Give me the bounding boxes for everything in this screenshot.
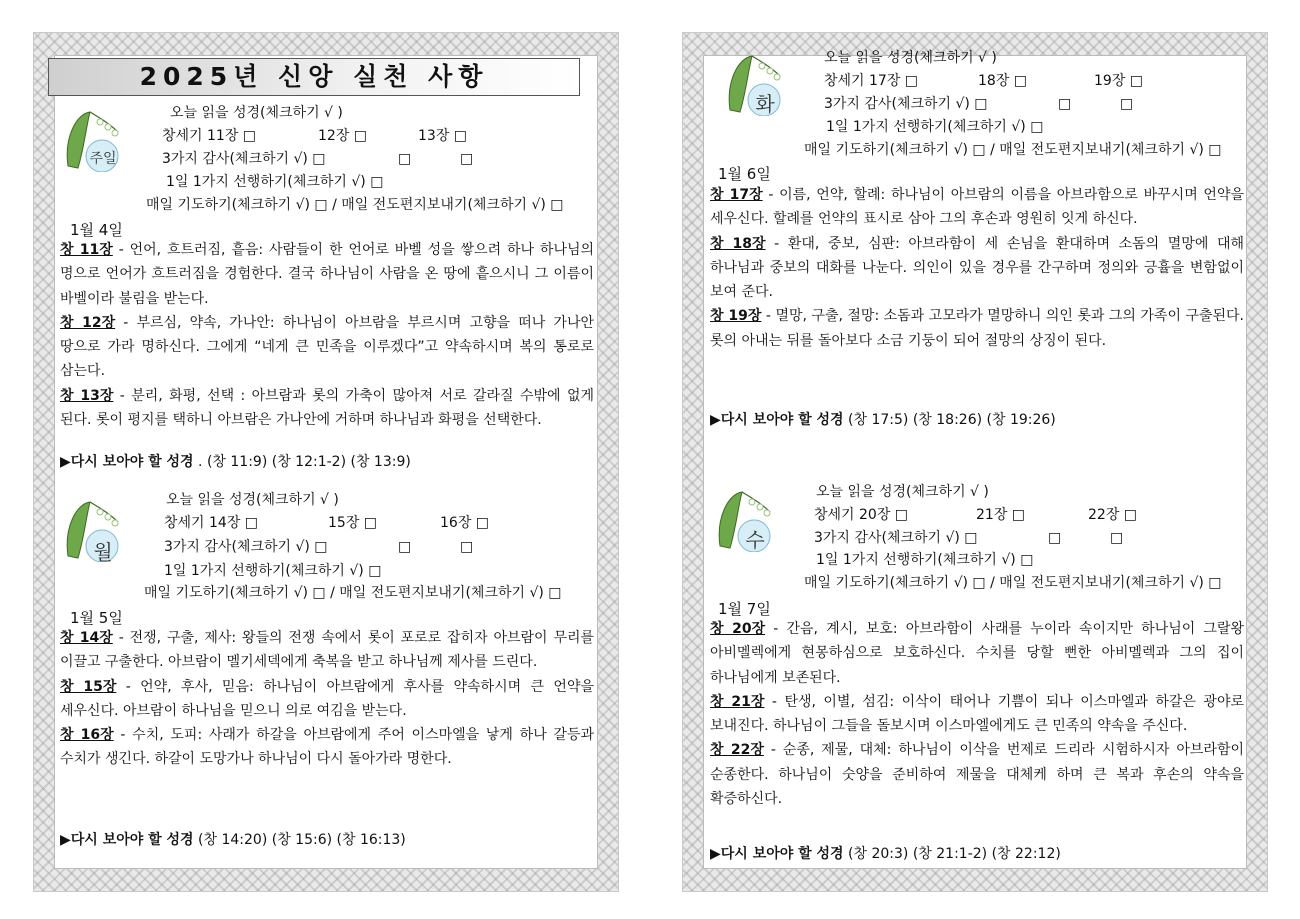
thanks-check-3[interactable]: □ bbox=[460, 151, 474, 167]
chapter-ref: 창 13장 bbox=[60, 387, 114, 404]
date-label: 1월 7일 bbox=[718, 600, 771, 618]
entry-text: - 분리, 화평, 선택 : 아브람과 롯의 가축이 많아져 서로 갈라질 수밖에 없게 된다. 롯이 평지를 택하니 아브람은 가나안에 거하며 하나님과 화평을 선택한다. bbox=[60, 387, 595, 429]
review-label: ▶다시 보아야 할 성경 bbox=[60, 832, 194, 848]
thanks-check-2[interactable]: □ bbox=[1048, 530, 1062, 546]
chapter-check-1[interactable]: 창세기 17장 □ bbox=[824, 73, 919, 89]
chapter-check-2[interactable]: 21장 □ bbox=[976, 507, 1026, 523]
review-line bbox=[60, 451, 411, 471]
day-label: 주일 bbox=[89, 151, 117, 167]
thanks-check-1[interactable]: 3가지 감사(체크하기 √) □ bbox=[162, 151, 326, 167]
entry bbox=[710, 617, 1244, 690]
entry-text: - 간음, 계시, 보호: 아브라함이 사래를 누이라 속이지만 하나님이 그랄왕 아비멜렉에게 현몽하심으로 보호하신다. 수치를 당할 뻔한 아비멜렉과 그의 집이 하나님에게 보존된다. bbox=[710, 621, 1244, 686]
entry-text: - 멸망, 구출, 절망: 소돔과 고모라가 멸망하니 의인 롯과 그의 가족이 구출된다. 롯의 아내는 뒤를 돌아보다 소금 기둥이 되어 절망의 상징이 된다. bbox=[710, 308, 1244, 349]
good-deed-check[interactable]: 1일 1가지 선행하기(체크하기 √) □ bbox=[164, 563, 382, 579]
review-label: ▶다시 보아야 할 성경 bbox=[710, 846, 844, 862]
entry-text: - 언어, 흐트러짐, 흩음: 사람들이 한 언어로 바벨 성을 쌓으려 하나 하나님의 명으로 언어가 흐트러짐을 경험한다. 결국 하나님이 사람을 온 땅에 흩으시니 그 이름이 바벨이라 불림을 받는다. bbox=[60, 242, 595, 307]
read-label: 오늘 읽을 성경(체크하기 √ ) bbox=[170, 105, 343, 121]
good-deed-check[interactable]: 1일 1가지 선행하기(체크하기 √) □ bbox=[166, 174, 384, 190]
day-label: 월 bbox=[93, 540, 113, 564]
entry-text: - 환대, 중보, 심판: 아브라함이 세 손님을 환대하며 소돔의 멸망에 대해 하나님과 중보의 대화를 나눈다. 의인이 있을 경우를 간구하며 정의와 긍휼을 변함없이 보여 준다. bbox=[710, 235, 1244, 301]
chapter-check-3[interactable]: 16장 □ bbox=[440, 515, 490, 531]
chapter-check-2[interactable]: 12장 □ bbox=[318, 128, 368, 144]
entry-text: - 수치, 도피: 사래가 하갈을 아브람에게 주어 이스마엘을 낳게 하나 갈등과 수치가 생긴다. 하갈이 도망가나 하나님이 다시 돌아가라 명한다. bbox=[60, 727, 595, 768]
chapter-ref: 창 11장 bbox=[60, 242, 113, 258]
read-label: 오늘 읽을 성경(체크하기 √ ) bbox=[816, 484, 989, 500]
chapter-ref: 창 15장 bbox=[60, 678, 117, 695]
chapter-ref: 창 17장 bbox=[710, 187, 763, 203]
good-deed-check[interactable]: 1일 1가지 선행하기(체크하기 √) □ bbox=[816, 552, 1034, 568]
chapter-check-1[interactable]: 창세기 14장 □ bbox=[164, 515, 259, 531]
chapter-ref: 창 20장 bbox=[710, 621, 766, 637]
entry bbox=[710, 738, 1244, 811]
entry bbox=[710, 304, 1244, 353]
entry bbox=[60, 626, 594, 675]
prayer-check[interactable]: 매일 기도하기(체크하기 √) □ / 매일 전도편지보내기(체크하기 √) □ bbox=[144, 585, 562, 601]
chapter-check-2[interactable]: 15장 □ bbox=[328, 515, 378, 531]
chapter-check-1[interactable]: 창세기 11장 □ bbox=[162, 128, 257, 144]
chapter-check-1[interactable]: 창세기 20장 □ bbox=[814, 507, 909, 523]
day-label: 화 bbox=[755, 92, 775, 116]
review-label: ▶다시 보아야 할 성경 bbox=[710, 412, 844, 428]
chapter-summaries bbox=[710, 183, 1244, 353]
read-label: 오늘 읽을 성경(체크하기 √ ) bbox=[824, 50, 997, 66]
chapter-check-2[interactable]: 18장 □ bbox=[978, 73, 1028, 89]
review-refs: (창 17:5) (창 18:26) (창 19:26) bbox=[843, 412, 1056, 428]
review-refs: (창 20:3) (창 21:1-2) (창 22:12) bbox=[843, 846, 1061, 862]
entry bbox=[60, 384, 594, 433]
review-refs: . (창 11:9) (창 12:1-2) (창 13:9) bbox=[193, 454, 411, 470]
entry-text: - 이름, 언약, 할례: 하나님이 아브람의 이름을 아브라함으로 바꾸시며 언약을 세우신다. 할례를 언약의 표시로 삼아 그의 후손과 영원히 잇게 하신다. bbox=[710, 187, 1245, 228]
entry-text: - 탄생, 이별, 섬김: 이삭이 태어나 기쁨이 되나 이스마엘과 하갈은 광야로 보내진다. 하나님이 그들을 돌보시며 이스마엘에게도 큰 민족의 약속을 주신다. bbox=[710, 693, 1245, 735]
entry-text: - 언약, 후사, 믿음: 하나님이 아브람에게 후사를 약속하시며 큰 언약을 세우신다. 아브람이 하나님을 믿으니 의로 여김을 받는다. bbox=[60, 678, 594, 719]
read-label: 오늘 읽을 성경(체크하기 √ ) bbox=[166, 492, 339, 508]
review-line bbox=[60, 829, 406, 849]
entry-text: - 부르심, 약속, 가나안: 하나님이 아브람을 부르시며 고향을 떠나 가나안 땅으로 가라 명하신다. 그에게 “네게 큰 민족을 이루겠다”고 약속하시며 복의 통로로 삼는다. bbox=[60, 314, 594, 380]
entry bbox=[710, 690, 1244, 739]
entry-text: - 순종, 제물, 대체: 하나님이 이삭을 번제로 드리라 시험하시자 아브라함이 순종한다. 하나님이 숫양을 준비하여 제물을 대체케 하며 큰 복과 후손의 약속을 확증하신다. bbox=[710, 742, 1245, 808]
chapter-ref: 창 21장 bbox=[710, 693, 765, 710]
date-label: 1월 4일 bbox=[70, 221, 123, 239]
thanks-check-1[interactable]: 3가지 감사(체크하기 √) □ bbox=[814, 530, 978, 546]
prayer-check[interactable]: 매일 기도하기(체크하기 √) □ / 매일 전도편지보내기(체크하기 √) □ bbox=[804, 575, 1222, 591]
thanks-check-1[interactable]: 3가지 감사(체크하기 √) □ bbox=[824, 96, 988, 112]
review-line bbox=[710, 843, 1061, 863]
entry bbox=[60, 723, 594, 772]
chapter-ref: 창 14장 bbox=[60, 630, 113, 646]
chapter-ref: 창 18장 bbox=[710, 235, 766, 252]
entry bbox=[60, 675, 594, 724]
chapter-check-3[interactable]: 19장 □ bbox=[1094, 73, 1144, 89]
thanks-check-2[interactable]: □ bbox=[398, 539, 412, 555]
good-deed-check[interactable]: 1일 1가지 선행하기(체크하기 √) □ bbox=[826, 119, 1044, 135]
prayer-check[interactable]: 매일 기도하기(체크하기 √) □ / 매일 전도편지보내기(체크하기 √) □ bbox=[146, 197, 564, 213]
chapter-ref: 창 19장 bbox=[710, 308, 762, 325]
thanks-check-1[interactable]: 3가지 감사(체크하기 √) □ bbox=[164, 539, 328, 555]
date-label: 1월 6일 bbox=[718, 165, 771, 183]
chapter-ref: 창 16장 bbox=[60, 727, 114, 744]
chapter-check-3[interactable]: 22장 □ bbox=[1088, 507, 1138, 523]
entry bbox=[60, 238, 594, 311]
page-title: 2025년 신앙 실천 사항 bbox=[48, 58, 580, 96]
entry bbox=[60, 311, 594, 384]
thanks-check-2[interactable]: □ bbox=[1058, 96, 1072, 112]
prayer-check[interactable]: 매일 기도하기(체크하기 √) □ / 매일 전도편지보내기(체크하기 √) □ bbox=[804, 142, 1222, 158]
thanks-check-3[interactable]: □ bbox=[1120, 96, 1134, 112]
entry bbox=[710, 232, 1244, 305]
chapter-check-3[interactable]: 13장 □ bbox=[418, 128, 468, 144]
thanks-check-3[interactable]: □ bbox=[1110, 530, 1124, 546]
chapter-summaries bbox=[710, 617, 1244, 811]
chapter-ref: 창 12장 bbox=[60, 314, 116, 331]
thanks-check-2[interactable]: □ bbox=[398, 151, 412, 167]
thanks-check-3[interactable]: □ bbox=[460, 539, 474, 555]
review-label: ▶다시 보아야 할 성경 bbox=[60, 454, 194, 470]
date-label: 1월 5일 bbox=[70, 609, 123, 627]
chapter-ref: 창 22장 bbox=[710, 742, 764, 759]
entry-text: - 전쟁, 구출, 제사: 왕들의 전쟁 속에서 롯이 포로로 잡히자 아브람이 무리를 이끌고 구출한다. 아브람이 멜기세덱에게 축복을 받고 하나님께 제사를 드린다. bbox=[60, 630, 595, 671]
chapter-summaries bbox=[60, 238, 594, 432]
entry bbox=[710, 183, 1244, 232]
chapter-summaries bbox=[60, 626, 594, 772]
day-label: 수 bbox=[745, 528, 765, 552]
review-refs: (창 14:20) (창 15:6) (창 16:13) bbox=[193, 832, 406, 848]
review-line bbox=[710, 409, 1056, 429]
